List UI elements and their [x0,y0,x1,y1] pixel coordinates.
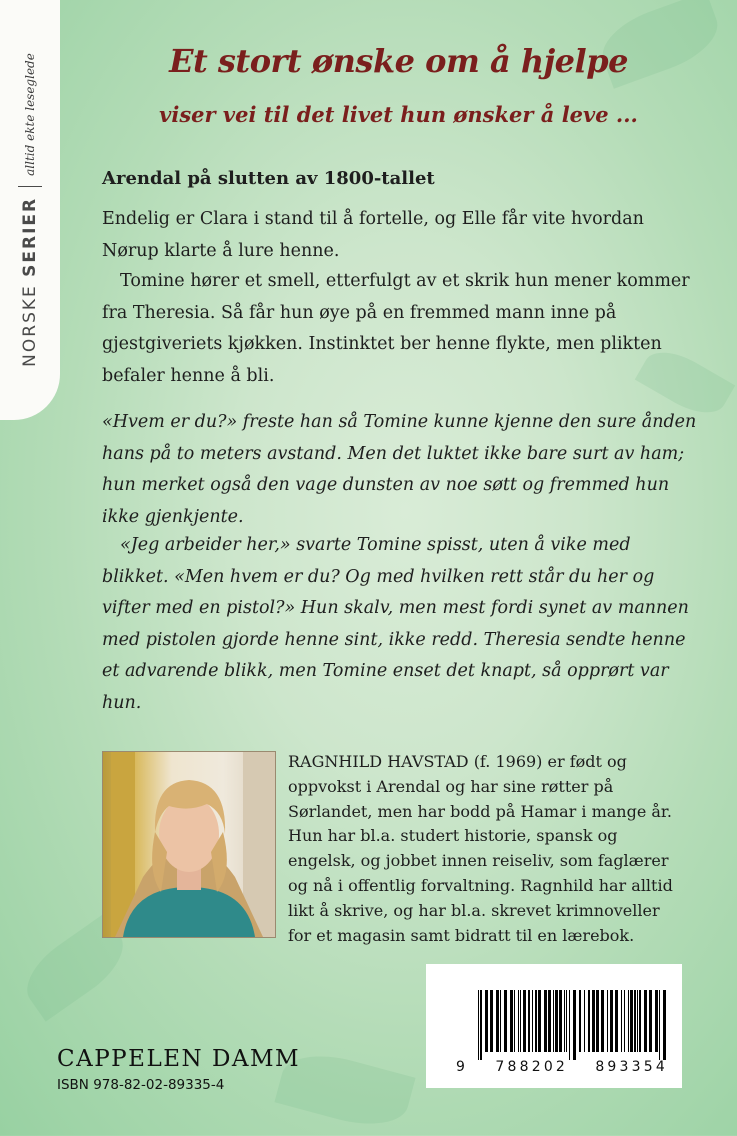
barcode-bar [569,990,570,1060]
barcode-bar [630,990,633,1052]
barcode-bar [504,990,507,1052]
barcode-bar [649,990,652,1052]
barcode-bar [579,990,581,1052]
excerpt-paragraph: «Hvem er du?» freste han så Tomine kunne kjenne den sure ånden hans på to meters avstand. Men det luktet ikke bare surt av ham; hun merket også den vage dunsten av noe søtt og fremmed hun ikke gjenkjente. [102,412,697,527]
barcode-bar [621,990,622,1052]
barcode-bar [485,990,488,1052]
barcode-bar [496,990,499,1052]
barcode-bar [520,990,521,1052]
tab-divider [18,186,42,187]
subheadline: viser vei til det livet hun ønsker å leve ... [159,102,638,127]
barcode-bar [601,990,604,1052]
barcode-bar [610,990,613,1052]
barcode-bar [490,990,493,1052]
author-bio: RAGNHILD HAVSTAD (f. 1969) er født og oppvokst i Arendal og har sine røtter på Sørlandet, men har bodd på Hamar i mange år. Hun har bl.a. studert historie, spansk og engelsk, og jobbet innen reiseliv, som faglærer og nå i offentlig forvaltning. Ragnhild har alltid likt å skrive, og har bl.a. skrevet krimnoveller for et magasin samt bidratt til en lærebok. [288,752,673,945]
barcode-bar [510,990,513,1052]
barcode-bar [538,990,541,1052]
barcode-bar [559,990,562,1052]
barcode-bar [596,990,599,1052]
barcode-bars [478,990,668,1060]
isbn-label: ISBN 978-82-02-89335-4 [57,1077,225,1093]
author-photo [102,751,276,938]
barcode-bar [644,990,647,1052]
barcode-bar [573,990,576,1060]
barcode-bar [663,990,666,1060]
barcode-digits: 9 788202 893354 [456,1059,668,1075]
barcode-bar [555,990,558,1052]
barcode-bar [548,990,551,1052]
barcode-bar [564,990,565,1052]
barcode-bar [566,990,567,1052]
barcode-bar [478,990,479,1060]
barcode-bar [634,990,636,1052]
barcode-bar [514,990,515,1052]
setting-heading: Arendal på slutten av 1800-tallet [102,168,435,189]
series-brand: NORSKE SERIER [20,196,40,367]
barcode-bar [532,990,533,1052]
barcode-bar [528,990,530,1052]
barcode-bar [553,990,554,1052]
barcode-bar [592,990,595,1052]
barcode-bar [655,990,658,1052]
barcode-bar [637,990,638,1052]
barcode-bar [639,990,641,1052]
barcode-bar [544,990,547,1052]
barcode-bar [535,990,537,1052]
blurb-paragraph: Endelig er Clara i stand til å fortelle, og Elle får vite hvordan Nørup klarte å lure henne. [102,209,644,261]
excerpt-paragraph: «Jeg arbeider her,» svarte Tomine spisst, uten å vike med blikket. «Men hvem er du? Og med hvilken rett står du her og vifter med en pistol?» Hun skalv, men mest fordi synet av mannen med pistolen gjorde henne sint, ikke redd. Theresia sendte henne et advarende blikk, men Tomine enset det knapt, så opprørt var hun. [102,535,689,713]
publisher-logo: CAPPELEN DAMM [57,1046,301,1072]
blurb-paragraph: Tomine hører et smell, etterfulgt av et skrik hun mener kommer fra Theresia. Så får hun øye på en fremmed mann inne på gjestgiveriets kjøkken. Instinktet ber henne flykte, men plikten befaler henne å bli. [102,271,690,386]
barcode-bar [523,990,526,1052]
barcode-bar [628,990,629,1052]
barcode-bar [480,990,482,1060]
series-tagline: alltid ekte leseglede [23,53,37,176]
barcode-bar [615,990,618,1052]
barcode-bar [588,990,590,1052]
barcode-bar [624,990,625,1052]
headline: Et stort ønske om å hjelpe [169,42,628,80]
barcode [426,964,682,1088]
barcode-bar [607,990,608,1052]
series-tab [0,0,60,420]
barcode-bar [518,990,519,1052]
barcode-bar [500,990,501,1052]
barcode-bar [584,990,585,1052]
barcode-bar [659,990,660,1060]
